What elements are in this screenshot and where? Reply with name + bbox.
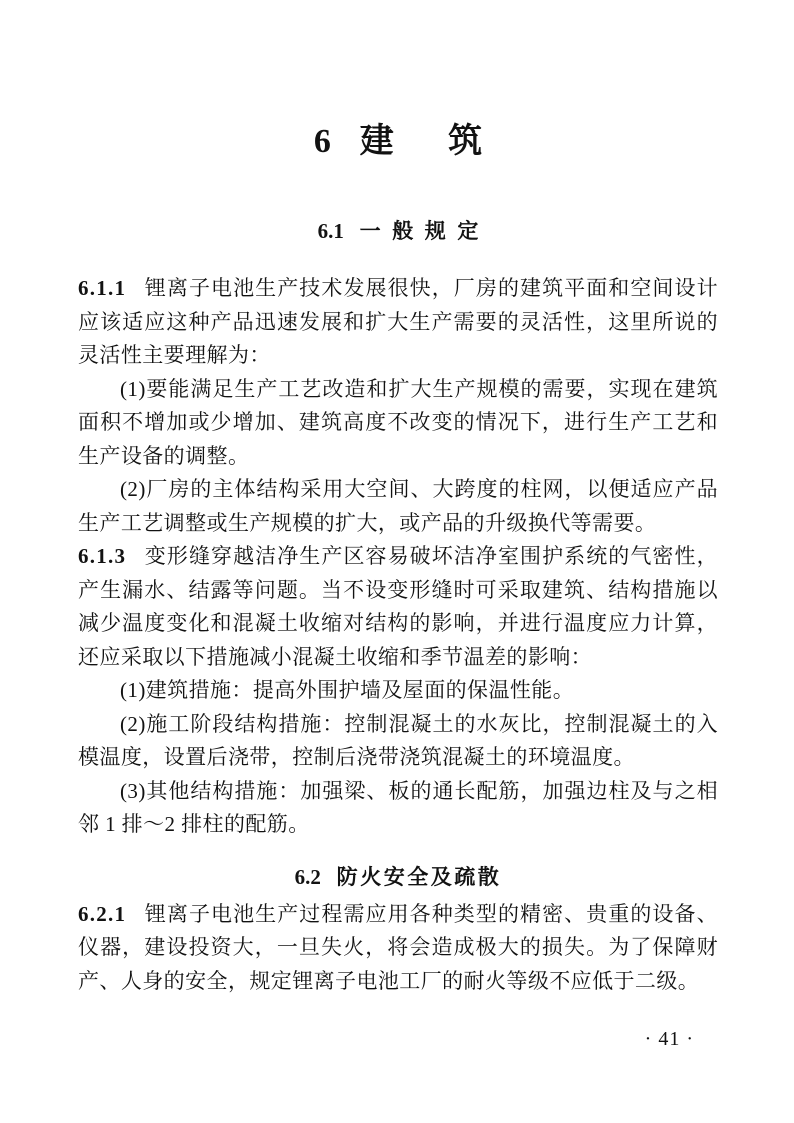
section-title: 防火安全及疏散 — [336, 864, 502, 889]
document-page — [78, 0, 718, 998]
item-text: (2)厂房的主体结构采用大空间、大跨度的柱网，以便适应产品生产工艺调整或生产规模的扩大，或产品的升级换代等需要。 — [78, 477, 718, 535]
list-item-6-1-1-2 — [78, 473, 718, 540]
list-item-6-1-1-1 — [78, 373, 718, 474]
list-item-6-1-3-2 — [78, 708, 718, 775]
section-title: 一般规定 — [359, 219, 490, 243]
list-item-6-1-3-3 — [78, 775, 718, 842]
item-text: (1)建筑措施：提高外围护墙及屋面的保温性能。 — [120, 678, 575, 702]
clause-text: 锂离子电池生产过程需应用各种类型的精密、贵重的设备、仪器，建设投资大，一旦失火，将会造成极大的损失。为了保障财产、人身的安全，规定锂离子电池工厂的耐火等级不应低于二级。 — [78, 901, 718, 993]
clause-label-6-1-1: 6.1.1 — [78, 276, 127, 300]
section-number: 6.1 — [317, 219, 344, 243]
section-heading-6-2 — [78, 862, 718, 892]
clause-6-1-1 — [78, 272, 718, 373]
clause-label-6-2-1: 6.2.1 — [78, 901, 127, 926]
list-item-6-1-3-1 — [78, 674, 718, 708]
item-text: (1)要能满足生产工艺改造和扩大生产规模的需要，实现在建筑面积不增加或少增加、建筑高度不改变的情况下，进行生产工艺和生产设备的调整。 — [78, 376, 718, 468]
section-heading-6-1 — [78, 216, 718, 246]
item-text: (2)施工阶段结构措施：控制混凝土的水灰比，控制混凝土的入模温度，设置后浇带，控制后浇带浇筑混凝土的环境温度。 — [78, 711, 718, 769]
clause-text: 锂离子电池生产技术发展很快，厂房的建筑平面和空间设计应该适应这种产品迅速发展和扩大生产需要的灵活性，这里所说的灵活性主要理解为： — [78, 276, 718, 367]
clause-text: 变形缝穿越洁净生产区容易破坏洁净室围护系统的气密性，产生漏水、结露等问题。当不设变形缝时可采取建筑、结构措施以减少温度变化和混凝土收缩对结构的影响，并进行温度应力计算，还应采取以下措施减小混凝土收缩和季节温差的影响： — [78, 544, 718, 669]
clause-label-6-1-3: 6.1.3 — [78, 544, 127, 568]
item-text: (3)其他结构措施：加强梁、板的通长配筋，加强边柱及与之相邻 1 排～2 排柱的配筋。 — [78, 778, 718, 836]
chapter-title: 建筑 — [359, 123, 537, 160]
clause-6-2-1 — [78, 898, 718, 999]
clause-6-1-3 — [78, 540, 718, 674]
page-number: · 41 · — [644, 1028, 694, 1050]
chapter-heading — [78, 120, 718, 164]
chapter-number: 6 — [313, 123, 331, 160]
section-number: 6.2 — [294, 864, 321, 889]
